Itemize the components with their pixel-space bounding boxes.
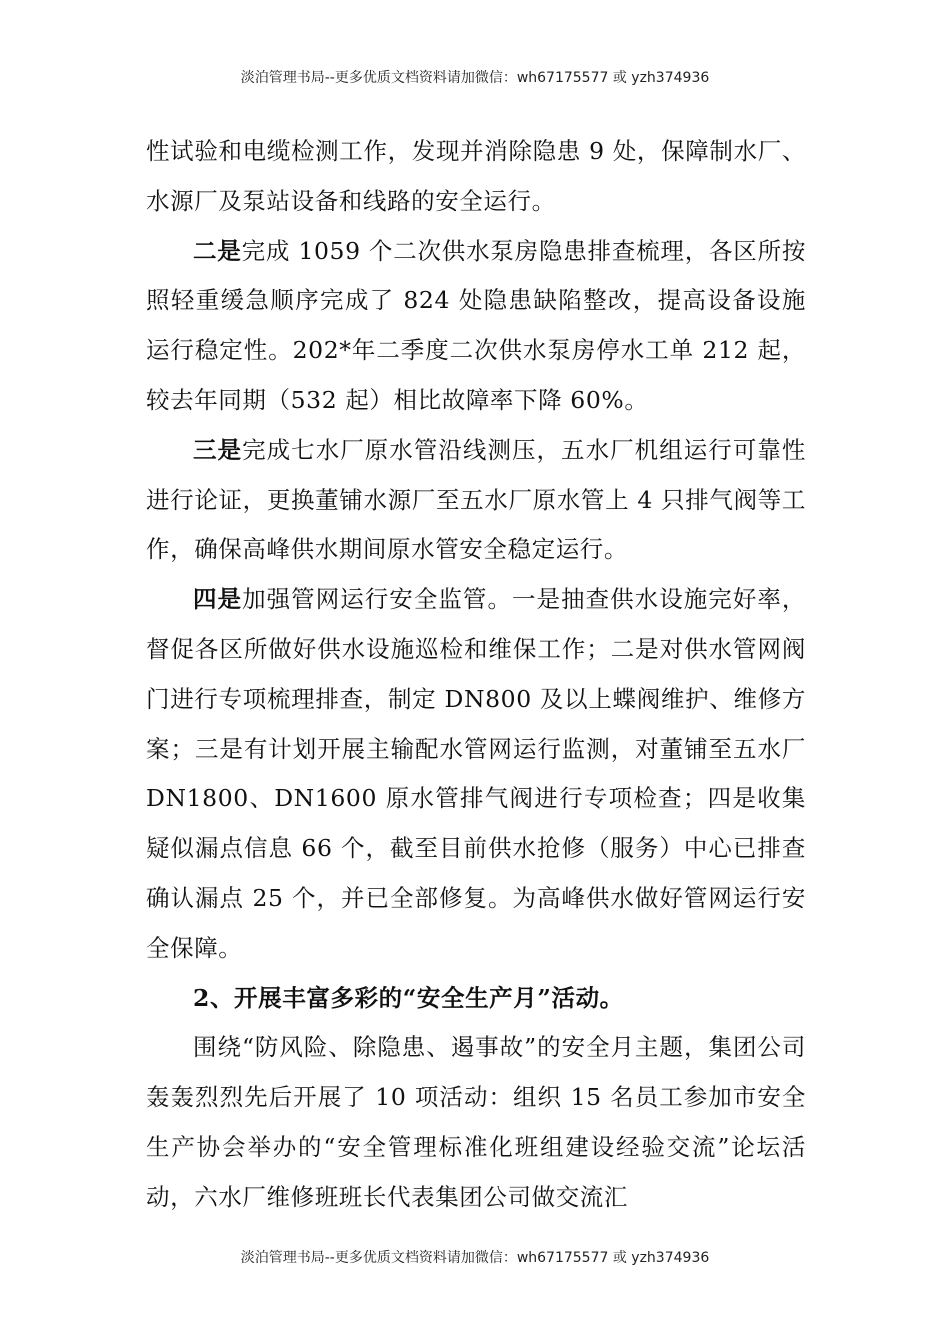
paragraph-text: 完成七水厂原水管沿线测压，五水厂机组运行可靠性进行论证，更换董铺水源厂至五水厂原水管上 4 只排气阀等工作，确保高峰供水期间原水管安全稳定运行。 — [146, 435, 806, 564]
document-body — [146, 127, 806, 1223]
page-footer: 淡泊管理书局--更多优质文档资料请加微信：wh67175577 或 yzh374936 — [240, 1250, 710, 1266]
paragraph-item-3 — [146, 426, 806, 575]
paragraph-lead: 四是 — [193, 585, 243, 614]
closing-paragraph: 围绕“防风险、除隐患、遏事故”的安全月主题，集团公司轰轰烈烈先后开展了 10 项活动：组织 15 名员工参加市安全生产协会举办的“安全管理标准化班组建设经验交流”论坛活动，六水厂维修班班长代表集团公司做交流汇 — [146, 1033, 806, 1211]
paragraph-text: 完成 1059 个二次供水泵房隐患排查梳理，各区所按照轻重缓急顺序完成了 824 处隐患缺陷整改，提高设备设施运行稳定性。202*年二季度二次供水泵房停水工单 212 起，较去年同期（532 起）相比故障率下降 60%。 — [146, 236, 806, 414]
paragraph-text: 性试验和电缆检测工作，发现并消除隐患 9 处，保障制水厂、水源厂及泵站设备和线路的安全运行。 — [146, 137, 806, 215]
section-heading: 2、开展丰富多彩的“安全生产月”活动。 — [193, 983, 624, 1012]
paragraph-item-2 — [146, 227, 806, 426]
paragraph-lead: 三是 — [193, 435, 243, 464]
paragraph-text: 加强管网运行安全监管。一是抽查供水设施完好率，督促各区所做好供水设施巡检和维保工作；二是对供水管网阀门进行专项梳理排查，制定 DN800 及以上蝶阀维护、维修方案；三是有计划开展主输配水管网运行监测，对董铺至五水厂 DN1800、DN1600 原水管排气阀进行专项检查；四是收集疑似漏点信息 66 个，截至目前供水抢修（服务）中心已排查确认漏点 25 个，并已全部修复。为高峰供水做好管网运行安全保障。 — [146, 585, 806, 962]
page-header: 淡泊管理书局--更多优质文档资料请加微信：wh67175577 或 yzh374936 — [240, 70, 710, 86]
paragraph-lead: 二是 — [193, 236, 242, 265]
paragraph-item-4 — [146, 575, 806, 973]
paragraph-continued — [146, 127, 806, 227]
